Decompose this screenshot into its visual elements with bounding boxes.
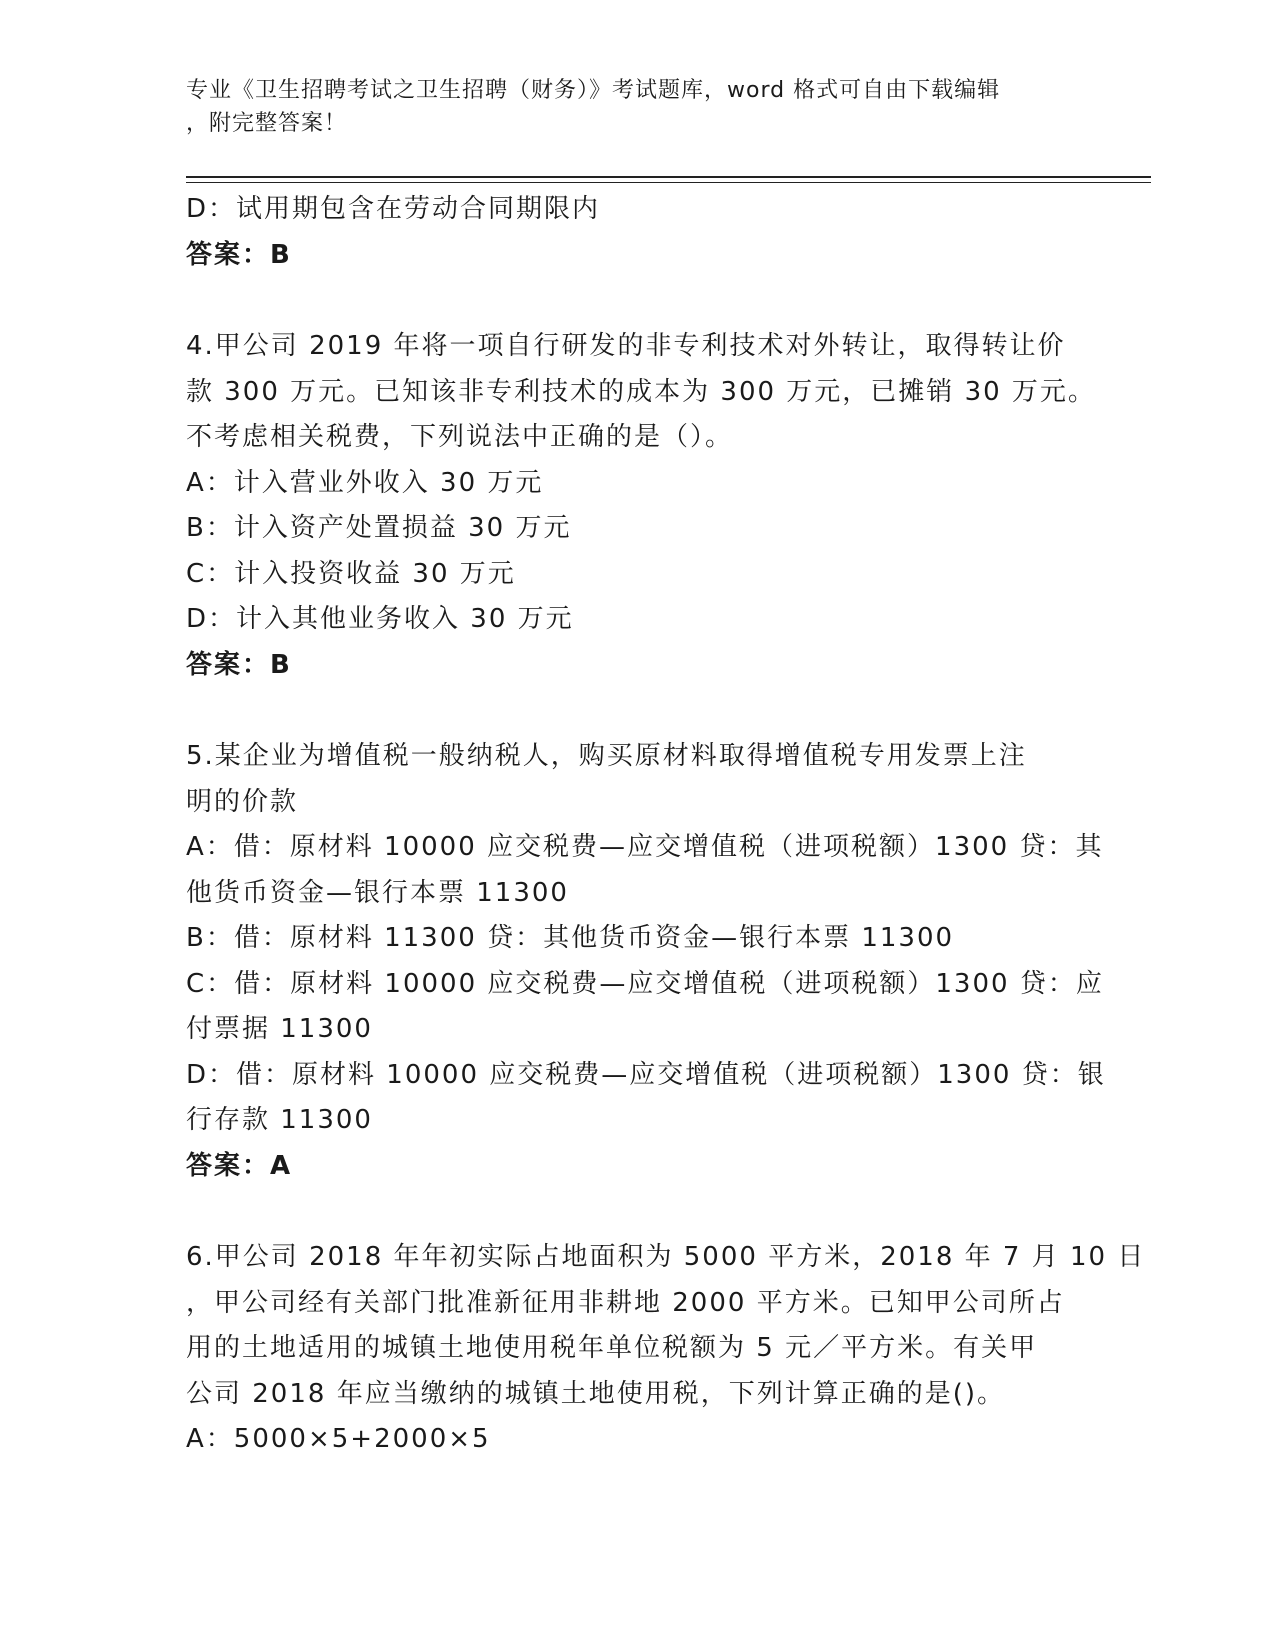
question-5 [186, 734, 1106, 1189]
question-stem: 不考虑相关税费，下列说法中正确的是（）。 [186, 422, 734, 452]
header-divider-thick [186, 176, 1151, 178]
option-d: D：试用期包含在劳动合同期限内 [186, 194, 601, 224]
question-stem: 款 300 万元。已知该非专利技术的成本为 300 万元，已摊销 30 万元。 [186, 376, 1096, 407]
option-c-continued: 付票据 11300 [186, 1014, 373, 1044]
option-a: A：借：原材料 10000 应交税费—应交增值税（进项税额）1300 贷：其 [186, 832, 1104, 862]
answer: 答案：A [186, 1150, 293, 1181]
option-a: A：计入营业外收入 30 万元 [186, 467, 544, 498]
spacer [186, 278, 1086, 324]
question-4 [186, 324, 1096, 688]
question-stem: 明的价款 [186, 786, 299, 817]
question-stem: 4.甲公司 2019 年将一项自行研发的非专利技术对外转让，取得转让价 [186, 331, 1066, 361]
question-stem: 用的土地适用的城镇土地使用税年单位税额为 5 元／平方米。有关甲 [186, 1333, 1038, 1363]
answer: 答案：B [186, 649, 292, 680]
option-b: B：借：原材料 11300 贷：其他货币资金—银行本票 11300 [186, 923, 955, 953]
question-stem: ，甲公司经有关部门批准新征用非耕地 2000 平方米。已知甲公司所占 [186, 1287, 1065, 1318]
option-d: D：借：原材料 10000 应交税费—应交增值税（进项税额）1300 贷：银 [186, 1059, 1106, 1090]
option-b: B：计入资产处置损益 30 万元 [186, 513, 572, 543]
question-body [186, 187, 1146, 1463]
option-c: C：借：原材料 10000 应交税费—应交增值税（进项税额）1300 贷：应 [186, 968, 1104, 999]
question-6 [186, 1235, 1146, 1463]
option-a: A：5000×5+2000×5 [186, 1424, 491, 1454]
option-d: D：计入其他业务收入 30 万元 [186, 604, 574, 634]
answer: 答案：B [186, 239, 292, 270]
header-line-1: 专业《卫生招聘考试之卫生招聘（财务）》考试题库，word 格式可自由下载编辑 [186, 78, 1001, 103]
header-line-2: ，附完整答案！ [186, 111, 348, 136]
option-a-continued: 他货币资金—银行本票 11300 [186, 877, 569, 908]
option-c: C：计入投资收益 30 万元 [186, 558, 516, 589]
previous-question-tail [186, 187, 1086, 278]
page-header [186, 74, 1066, 140]
question-stem: 6.甲公司 2018 年年初实际占地面积为 5000 平方米，2018 年 7 月 10 日 [186, 1242, 1146, 1272]
question-stem: 公司 2018 年应当缴纳的城镇土地使用税，下列计算正确的是()。 [186, 1378, 1005, 1409]
spacer [186, 688, 1086, 734]
option-d-continued: 行存款 11300 [186, 1105, 373, 1135]
question-stem: 5.某企业为增值税一般纳税人，购买原材料取得增值税专用发票上注 [186, 741, 1027, 771]
spacer [186, 1189, 1086, 1235]
header-divider-thin [186, 182, 1151, 183]
